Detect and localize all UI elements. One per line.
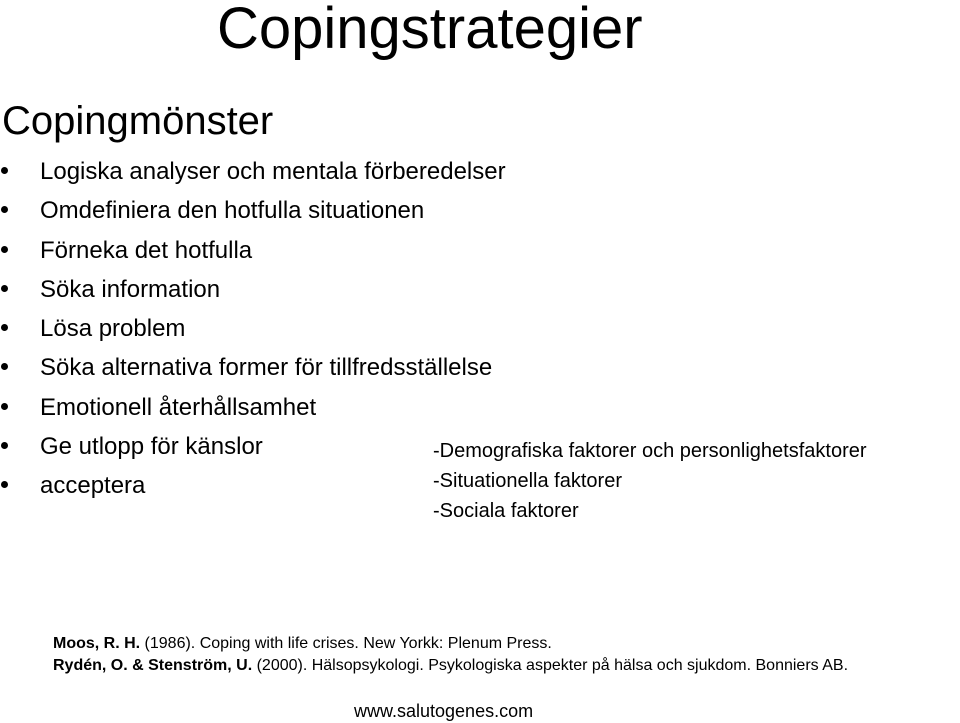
list-item-text: Söka alternativa former för tillfredsställelse: [40, 354, 493, 382]
reference-item: [53, 633, 848, 655]
page-title: Copingstrategier: [217, 0, 643, 61]
footer-url: www.salutogenes.com: [354, 701, 534, 721]
reference-item: [53, 655, 848, 677]
factor-list: [433, 436, 867, 526]
factor-item: -Sociala faktorer: [433, 500, 579, 522]
reference-text: (1986). Coping with life crises. New Yorkk: Plenum Press.: [140, 635, 552, 652]
bullet-icon: [0, 441, 10, 451]
bullet-icon: [0, 323, 10, 333]
list-item-text: Förneka det hotfulla: [40, 236, 253, 264]
reference-author: Rydén, O. & Stenström, U.: [53, 657, 253, 674]
list-item-text: Omdefiniera den hotfulla situationen: [40, 197, 425, 225]
list-item-text: Lösa problem: [40, 315, 186, 343]
reference-text: (2000). Hälsopsykologi. Psykologiska aspekter på hälsa och sjukdom. Bonniers AB.: [252, 657, 849, 674]
bullet-icon: [0, 480, 10, 490]
bullet-icon: [0, 166, 10, 176]
section-heading: Copingmönster: [2, 99, 274, 143]
bullet-icon: [0, 362, 10, 372]
list-item-text: Söka information: [40, 275, 221, 303]
list-item-text: Emotionell återhållsamhet: [40, 393, 317, 421]
bullet-icon: [0, 205, 10, 215]
factor-item: -Situationella faktorer: [433, 470, 622, 492]
list-item-text: Ge utlopp för känslor: [40, 433, 263, 461]
list-item-text: Logiska analyser och mentala förberedelser: [40, 158, 506, 185]
bullet-icon: [0, 284, 10, 294]
reference-list: [53, 633, 848, 677]
list-item-text: acceptera: [40, 472, 146, 500]
reference-author: Moos, R. H.: [53, 635, 141, 652]
bullet-icon: [0, 402, 10, 412]
factor-item: -Demografiska faktorer och personlighetsfaktorer: [433, 440, 867, 462]
bullet-icon: [0, 245, 10, 255]
